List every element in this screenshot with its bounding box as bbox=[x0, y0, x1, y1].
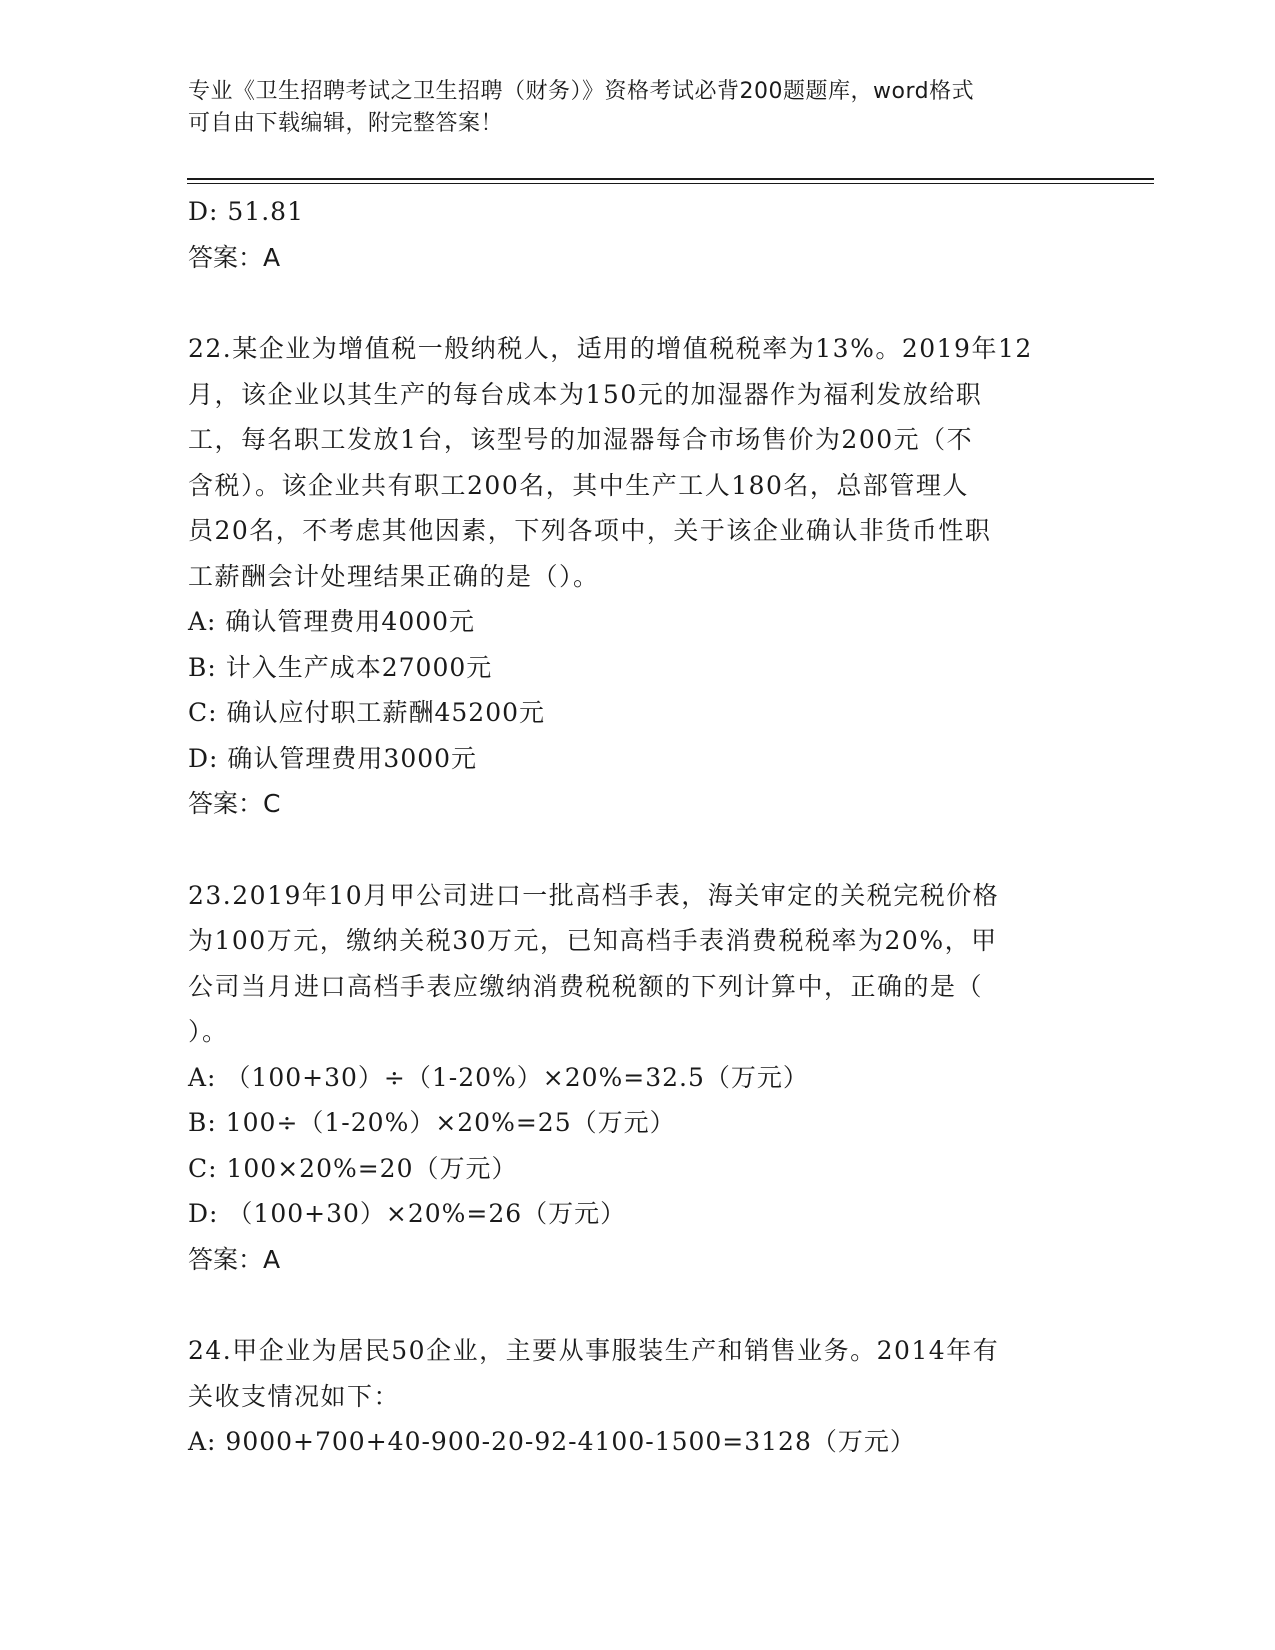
q23-stem-line: ）。 bbox=[188, 1017, 229, 1046]
q23-option-b: B: 100÷（1-20%）×20%=25（万元） bbox=[188, 1108, 676, 1137]
q22-stem-line: 含税）。该企业共有职工200名，其中生产工人180名，总部管理人 bbox=[188, 470, 969, 500]
spacer bbox=[188, 827, 1078, 873]
q22-stem-line: 员20名，不考虑其他因素，下列各项中，关于该企业确认非货币性职 bbox=[188, 516, 992, 545]
spacer bbox=[188, 1282, 1078, 1328]
question-21 bbox=[188, 189, 1078, 280]
q22-option-a: A: 确认管理费用4000元 bbox=[188, 607, 476, 636]
q24-stem-line: 24.甲企业为居民50企业，主要从事服装生产和销售业务。2014年有 bbox=[188, 1336, 1000, 1365]
q22-option-b: B: 计入生产成本27000元 bbox=[188, 652, 493, 682]
q23-answer: 答案：A bbox=[188, 1244, 281, 1274]
header-line-1: 专业《卫生招聘考试之卫生招聘（财务）》资格考试必背200题题库，word格式 bbox=[188, 79, 975, 104]
q23-stem-line: 为100万元，缴纳关税30万元，已知高档手表消费税税率为20%，甲 bbox=[188, 926, 998, 955]
q24-stem-line: 关收支情况如下： bbox=[188, 1381, 401, 1411]
document-header bbox=[188, 76, 1068, 140]
q24-option-a: A: 9000+700+40-900-20-92-4100-1500=3128（万元） bbox=[188, 1427, 916, 1456]
q22-option-c: C: 确认应付职工薪酬45200元 bbox=[188, 698, 546, 727]
header-rule-thick bbox=[187, 178, 1154, 180]
q22-stem-line: 22.某企业为增值税一般纳税人，适用的增值税税率为13%。2019年12 bbox=[188, 334, 1033, 363]
question-24 bbox=[188, 1328, 1078, 1465]
document-body bbox=[188, 189, 1078, 1465]
q23-option-a: A: （100+30）÷（1-20%）×20%=32.5（万元） bbox=[188, 1062, 809, 1092]
spacer bbox=[188, 280, 1078, 326]
q22-option-d: D: 确认管理费用3000元 bbox=[188, 743, 478, 773]
q22-answer: 答案：C bbox=[188, 789, 281, 818]
q21-option-d: D: 51.81 bbox=[188, 197, 304, 226]
q22-stem-line: 工，每名职工发放1台，该型号的加湿器每合市场售价为200元（不 bbox=[188, 425, 974, 454]
q23-stem-line: 23.2019年10月甲公司进口一批高档手表，海关审定的关税完税价格 bbox=[188, 880, 1000, 910]
q22-stem-line: 月，该企业以其生产的每台成本为150元的加湿器作为福利发放给职 bbox=[188, 379, 983, 409]
header-line-2: 可自由下载编辑，附完整答案！ bbox=[188, 111, 504, 136]
q21-answer: 答案：A bbox=[188, 242, 281, 272]
q23-option-c: C: 100×20%=20（万元） bbox=[188, 1153, 518, 1183]
q23-option-d: D: （100+30）×20%=26（万元） bbox=[188, 1199, 627, 1228]
header-rule-thin bbox=[187, 183, 1154, 184]
question-22 bbox=[188, 326, 1078, 827]
q22-stem-line: 工薪酬会计处理结果正确的是（）。 bbox=[188, 561, 600, 591]
question-23 bbox=[188, 873, 1078, 1283]
q23-stem-line: 公司当月进口高档手表应缴纳消费税税额的下列计算中，正确的是（ bbox=[188, 971, 984, 1001]
